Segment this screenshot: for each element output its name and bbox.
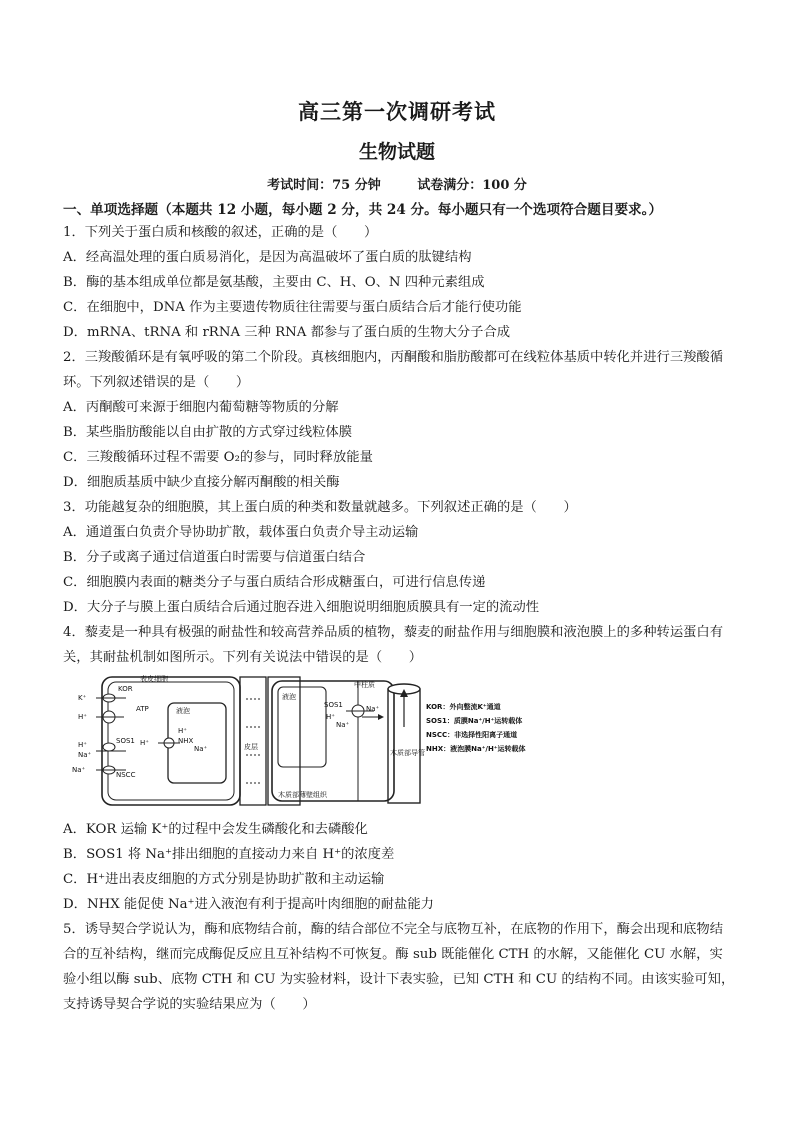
legend-kor: KOR：外向整流K⁺通道 xyxy=(426,703,501,711)
section-heading: 一、单项选择题（本题共 12 小题，每小题 2 分，共 24 分。每小题只有一个选项符合题目要求。） xyxy=(63,202,663,218)
salt-tolerance-diagram xyxy=(66,671,542,813)
q4-stem: 4．藜麦是一种具有极强的耐盐性和较高营养品质的植物，藜麦的耐盐作用与细胞膜和液泡膜上的多种转运蛋白有关，其耐盐机制如图所示。下列有关说法中错误的是（ ） xyxy=(63,625,724,665)
q4-option-b: B．SOS1 将 Na⁺排出细胞的直接动力来自 H⁺的浓度差 xyxy=(63,847,395,862)
q4-option-c: C．H⁺进出表皮细胞的方式分别是协助扩散和主动运输 xyxy=(63,872,385,887)
sos1-transporter xyxy=(103,743,115,751)
q1-option-c: C．在细胞中，DNA 作为主要遗传物质往往需要与蛋白质结合后才能行使功能 xyxy=(63,300,522,315)
q2-option-b: B．某些脂肪酸能以自由扩散的方式穿过线粒体膜 xyxy=(63,425,353,440)
label-sos1: SOS1 xyxy=(116,737,135,745)
label-na-ion-3: Na⁺ xyxy=(194,745,208,753)
label-k-ion: K⁺ xyxy=(78,694,87,702)
label-atp: ATP xyxy=(136,705,149,713)
label-epidermal: 表皮细胞 xyxy=(140,675,168,683)
label-kor: KOR xyxy=(118,685,133,693)
q2-stem: 2．三羧酸循环是有氧呼吸的第二个阶段。真核细胞内，丙酮酸和脂肪酸都可在线粒体基质中转化并进行三羧酸循环。下列叙述错误的是（ ） xyxy=(63,350,724,390)
legend-nscc: NSCC：非选择性阳离子通道 xyxy=(426,731,518,739)
label-cortex: 皮层 xyxy=(244,743,258,751)
q1-option-b: B．酶的基本组成单位都是氨基酸，主要由 C、H、O、N 四种元素组成 xyxy=(63,275,485,290)
label-nscc: NSCC xyxy=(116,771,136,779)
label-vacuole-2: 液泡 xyxy=(282,693,296,701)
label-nhx: NHX xyxy=(178,737,194,745)
cortex-cell xyxy=(240,677,266,805)
label-na-ion-2: Na⁺ xyxy=(72,766,86,774)
subject-title: 生物试题 xyxy=(358,141,435,163)
label-xylem-parenchyma: 木质部薄壁组织 xyxy=(278,791,327,799)
label-h-ion-4: H⁺ xyxy=(326,713,335,721)
label-vacuole: 液泡 xyxy=(176,707,190,715)
q3-option-c: C．细胞膜内表面的糖类分子与蛋白质结合形成糖蛋白，可进行信息传递 xyxy=(63,575,486,590)
q4-option-a: A．KOR 运输 K⁺的过程中会发生磷酸化和去磷酸化 xyxy=(63,822,368,837)
q5-stem: 5．诱导契合学说认为，酶和底物结合前，酶的结合部位不完全与底物互补，在底物的作用下，酶会出现和底物结合的互补结构，继而完成酶促反应且互补结构不可恢复。酶 sub 既能催化 CTH 的水解，又能催化 CU 水解，实验小组以酶 sub、底物 CTH 和 CU 为实验材料，设计下表实验，已知 CTH 和 CU 的结构不同。由该实验可知，支持诱导契合学说的实验结果应为（ ） xyxy=(63,922,735,1012)
legend-nhx: NHX：液泡膜Na⁺/H⁺运转载体 xyxy=(426,745,526,753)
exam-score: 试卷满分：100 分 xyxy=(417,178,527,193)
label-h-ion-3: H⁺ xyxy=(140,739,149,747)
label-na-ion: Na⁺ xyxy=(78,751,92,759)
q4-option-d: D．NHX 能促使 Na⁺进入液泡有利于提高叶肉细胞的耐盐能力 xyxy=(63,897,434,912)
q3-option-a: A．通道蛋白负责介导协助扩散，载体蛋白负责介导主动运输 xyxy=(63,525,419,540)
legend-sos1: SOS1：质膜Na⁺/H⁺运转载体 xyxy=(426,717,523,725)
q2-option-d: D．细胞质基质中缺少直接分解丙酮酸的相关酶 xyxy=(63,475,340,490)
q3-option-b: B．分子或离子通过信道蛋白时需要与信道蛋白结合 xyxy=(63,550,366,565)
q2-option-c: C．三羧酸循环过程不需要 O₂的参与，同时释放能量 xyxy=(63,450,373,465)
label-xylem-vessel: 木质部导管 xyxy=(390,749,425,757)
label-sos1-stele: SOS1 xyxy=(324,701,343,709)
label-h-ion-vac: H⁺ xyxy=(178,727,187,735)
q3-stem: 3．功能越复杂的细胞膜，其上蛋白质的种类和数量就越多。下列叙述正确的是（ ） xyxy=(63,500,577,515)
exam-meta xyxy=(0,174,794,193)
q3-option-d: D．大分子与膜上蛋白质结合后通过胞吞进入细胞说明细胞质膜具有一定的流动性 xyxy=(63,600,540,615)
label-na-ion-vac: Na⁺ xyxy=(336,721,350,729)
q1-stem: 1．下列关于蛋白质和核酸的叙述，正确的是（ ） xyxy=(63,225,378,240)
label-stele: 中柱质 xyxy=(354,681,375,689)
label-h-ion: H⁺ xyxy=(78,713,87,721)
label-h-ion-2: H⁺ xyxy=(78,741,87,749)
q1-option-d: D．mRNA、tRNA 和 rRNA 三种 RNA 都参与了蛋白质的生物大分子合成 xyxy=(63,325,511,340)
q2-option-a: A．丙酮酸可来源于细胞内葡萄糖等物质的分解 xyxy=(63,400,339,415)
q1-option-a: A．经高温处理的蛋白质易消化，是因为高温破坏了蛋白质的肽键结构 xyxy=(63,250,472,265)
exam-time: 考试时间：75 分钟 xyxy=(267,178,381,193)
label-na-ion-4: Na⁺ xyxy=(366,705,380,713)
exam-title: 高三第一次调研考试 xyxy=(298,99,496,124)
